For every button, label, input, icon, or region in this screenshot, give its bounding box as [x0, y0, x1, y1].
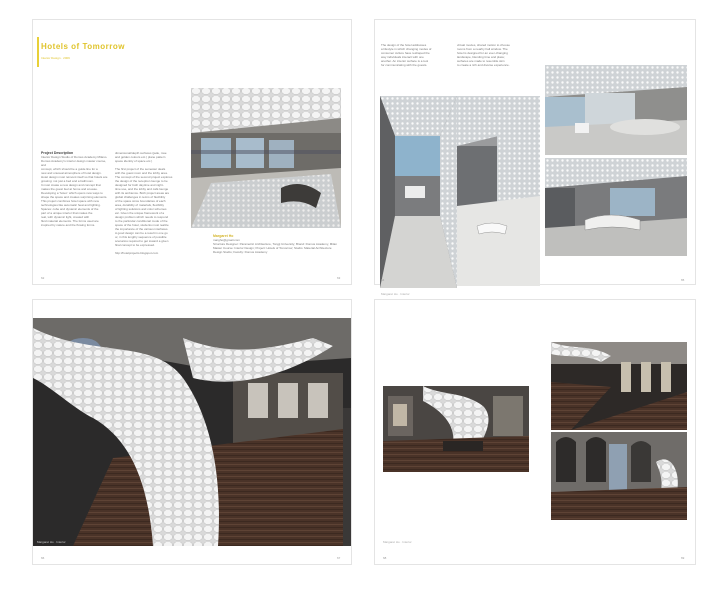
intro-text-col-1: The design of the hotel addresses a lifestyle in which changing modes of consumer culture have reshaped the way individuals interact with one another. An interior surface is a tool for communicating with the guests.	[381, 43, 432, 67]
render-lounge	[545, 65, 687, 155]
text-column-2	[115, 151, 190, 255]
text-column-1	[41, 151, 111, 227]
render-salon-interior	[383, 386, 529, 472]
page-number: 66	[41, 556, 45, 560]
spread-4	[375, 300, 695, 564]
project-credits: Structure Designer: Parametric Architecture, Tongji University; Brand: Domus Academy, Milan Master Course: Interior Design; Project: Hotels of Tomorrow; Studio: Material Architecture Design Studio; Faculty: Domus Academy	[213, 242, 337, 254]
render-hallway-arches	[551, 342, 687, 430]
hero-render-lobby	[191, 88, 341, 228]
render-corridor	[380, 96, 457, 288]
body-text: dimensional/depth surfaces (jade, rose and golden colours etc.) plane pattern space identity of space etc.) The first project of the semester deals with the guest room and the lobby area. The concept of the second project explores the design of the reception lounge to be designed for both daytime and night- time use, and the lobby and café lounge with its ambience. Both project areas are global challenges in terms of flexibility of the space since boundaries of each area, durability of materials, flexibility of lighting solutions and color schemes etc. Given the unique framework of a design problem which needs to respond to the particular conditional mode of the space of the hotel, students must realize the importance of the various interfaces. A good design can be a result in one go or, in this lengthy sequence of possible scenarios required to get toward a given final concept to be expressed. http://hotelprojects.blogspot.com	[115, 151, 173, 255]
page-subtitle: Interior Design · 2009	[41, 56, 70, 60]
column-heading: Project Description	[41, 151, 74, 155]
page-title: Hotels of Tomorrow	[41, 42, 125, 51]
image-caption: Margaret Ho · Interior	[383, 540, 412, 544]
page-number: 67	[337, 556, 341, 560]
spread-2	[375, 20, 695, 296]
spread-3	[33, 300, 351, 564]
render-corridor-detail	[457, 96, 540, 286]
page-number: 63	[337, 276, 341, 280]
body-text: Interior Design Studio of Domus Academy Milano. Domus Academy's interior design master course, and concept, which should be a guide line for a new and unusual atmosphere of hotel design. Hotel design must reinvent itself so that hotels are growing: not just a bed and a bathroom. It must create a new design and concept that makes the guest feel at home and at ease. Developing a 'hotel-' which opens new ways to shape the space and creates surprising elements. This project combines hotel space with new technologies like automatic heat and lighting. Spaces: cube and dynamic elements of the part of a unique interior that makes the real, with dynamic light, created with fluid material elements. The forms used are inspired by nature and the flowing forms.	[41, 155, 108, 227]
image-caption: Margaret Ho · Interior	[381, 292, 410, 296]
render-atrium-sculpture	[33, 318, 351, 546]
render-hallway-arches-2	[551, 432, 687, 520]
image-caption: Margaret Ho · Interior	[37, 540, 66, 544]
author-block	[213, 234, 343, 254]
author-email: margho@gmail.com	[213, 238, 240, 242]
page-number: 62	[41, 276, 45, 280]
render-reception	[545, 158, 687, 256]
page-number: 68	[383, 556, 387, 560]
page-number: 69	[681, 556, 685, 560]
title-accent-bar	[37, 37, 39, 67]
author-name: Margaret Ho	[213, 234, 234, 238]
page-number: 65	[681, 278, 685, 282]
page-number: 64	[381, 278, 385, 282]
spread-1	[33, 20, 351, 284]
intro-text-col-2: virtual movies, shared motion to choose rooms from a nearby hall window. The hotel is designed for an ever-changing landscape, blending time and place; surfaces are made to resemble skin to create a rich and diverse experience.	[457, 43, 510, 67]
